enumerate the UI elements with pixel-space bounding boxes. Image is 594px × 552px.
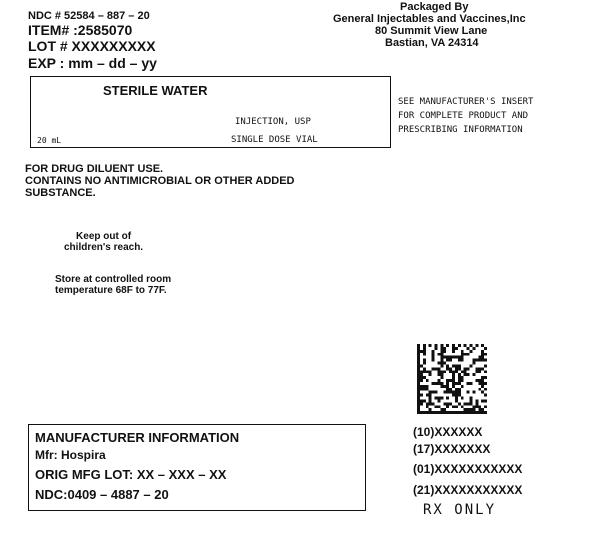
insert-note-line: FOR COMPLETE PRODUCT AND <box>398 111 529 121</box>
insert-note-line: SEE MANUFACTURER'S INSERT <box>398 97 534 107</box>
children-warning-line: children's reach. <box>64 242 144 253</box>
packager-name: General Injectables and Vaccines,Inc <box>333 13 526 25</box>
expiration-date: EXP : mm – dd – yy <box>28 55 157 71</box>
product-box <box>30 76 391 148</box>
manufacturer-title: MANUFACTURER INFORMATION <box>35 430 240 445</box>
manufacturer-ndc: NDC:0409 – 4887 – 20 <box>35 487 169 502</box>
code-01: (01)XXXXXXXXXXX <box>413 462 523 476</box>
packager-city: Bastian, VA 24314 <box>385 37 479 49</box>
code-17: (17)XXXXXXX <box>413 442 491 456</box>
storage-note <box>55 274 171 296</box>
item-number: ITEM# :2585070 <box>28 22 133 38</box>
product-vial-type: SINGLE DOSE VIAL <box>231 135 318 145</box>
product-injection: INJECTION, USP <box>235 117 311 127</box>
datamatrix-barcode <box>416 344 488 414</box>
manufacturer-orig-lot: ORIG MFG LOT: XX – XXX – XX <box>35 467 227 482</box>
diluent-note <box>25 163 295 199</box>
storage-note-line: Store at controlled room <box>55 274 172 285</box>
diluent-note-line: CONTAINS NO ANTIMICROBIAL OR OTHER ADDED <box>25 175 295 187</box>
diluent-note-line: SUBSTANCE. <box>25 187 96 199</box>
children-warning-line: Keep out of <box>76 231 132 242</box>
manufacturer-name: Mfr: Hospira <box>35 448 106 462</box>
code-10: (10)XXXXXX <box>413 425 483 439</box>
code-21: (21)XXXXXXXXXXX <box>413 483 523 497</box>
insert-note-line: PRESCRIBING INFORMATION <box>398 125 523 135</box>
diluent-note-line: FOR DRUG DILUENT USE. <box>25 163 164 175</box>
product-volume: 20 mL <box>37 136 62 145</box>
insert-note <box>398 95 533 137</box>
ndc-number: NDC # 52584 – 887 – 20 <box>28 10 150 22</box>
children-warning <box>64 231 143 253</box>
manufacturer-box <box>28 424 366 511</box>
lot-number: LOT # XXXXXXXXX <box>28 38 156 54</box>
rx-only: RX ONLY <box>423 502 497 518</box>
packager-street: 80 Summit View Lane <box>375 25 488 37</box>
packager-title: Packaged By <box>400 1 469 13</box>
storage-note-line: temperature 68F to 77F. <box>55 285 167 296</box>
product-name: STERILE WATER <box>103 83 208 98</box>
